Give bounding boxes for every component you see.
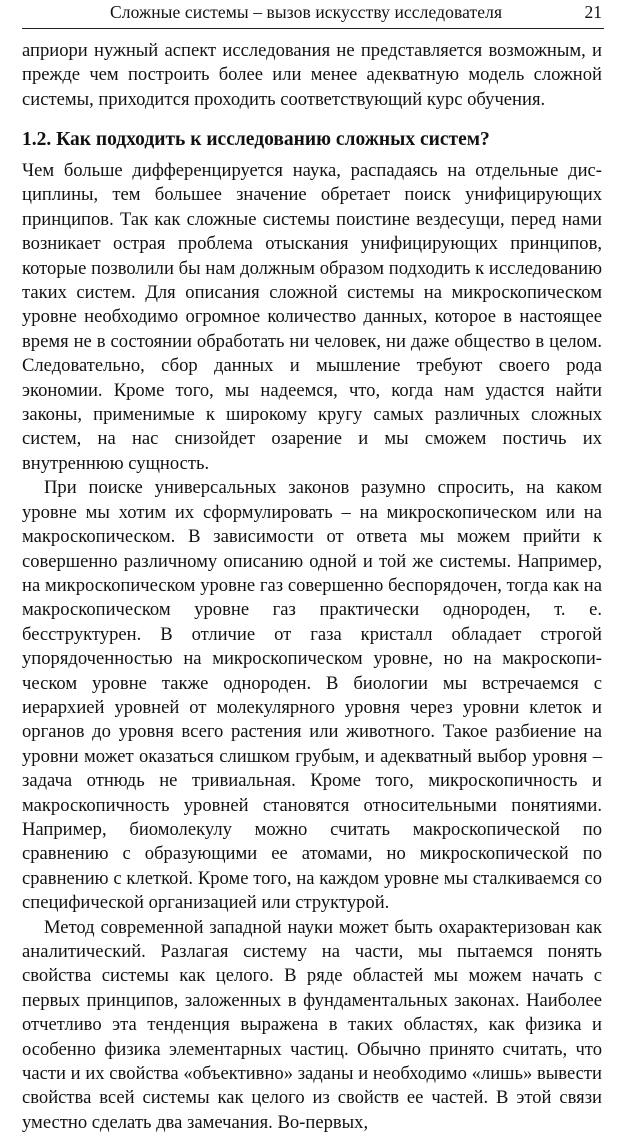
header-rule [22,28,604,29]
intro-paragraph: априори нужный аспект исследования не представляется возможным, и прежде чем построить более или менее адекватную модель сложной системы, приходится проходить соответствующий курс обучения. [22,40,602,110]
running-head [0,2,620,26]
section-title: Как подходить к исследованию сложных систем? [56,129,490,150]
section-heading [22,128,602,152]
section-number: 1.2. [22,129,52,150]
page-number: 21 [584,2,602,22]
paragraph-3: Метод современной западной науки может быть охарактеризован как аналитический. Разлагая систему на части, мы пытаемся понять свойства системы как целого. В ряде областей мы можем начать с первых принципов, заложенных в фундаментальных законах. Наиболее отчетливо эта тенденция выражена в таких областях, как физика и особенно физика элементарных частиц. Обычно принято считать, что части и их свойства «объективно» заданы и необходимо «лишь» вывести свойства всей системы как целого из свойств ее частей. В этой связи уместно сделать два замечания. Во-первых, [22,916,602,1133]
paragraph-2: При поиске универсальных законов разумно спросить, на каком уровне мы хотим их сформулировать – на микроскопическом или на макроскопическом. В зависимости от ответа мы можем прийти к совершенно различному описанию одной и той же системы. Например, на микроскопическом уровне газ совершенно беспорядочен, тогда как на макроскопическом уровне газ практически однороден, т. е. бесструктурен. В отличие от газа кристалл обладает строгой упорядоченностью на микроскопическом уровне, но на макроскопическом уровне также однороден. В биологии мы встречаемся с иерархией уровней от молекулярного уровня через уровни клеток и органов до уровня всего растения или животного. Такое разбиение на уровни может оказаться слишком грубым, и адекватный выбор уровня – задача отнюдь не тривиальная. Кроме того, микроскопичность и макроскопичность уровней становятся относительными понятиями. Например, биомолекулу можно считать макроскопической по сравнению с образующими ее атомами, но микроскопической по сравнению с клеткой. Кроме того, на каждом уровне мы сталкиваемся со специфической организацией или структурой. [22,477,602,914]
intro-text-block [22,39,602,112]
running-title: Сложные системы – вызов искусству исследователя [110,2,503,22]
paragraph-1: Чем больше дифференцируется наука, распадаясь на отдельные дисциплины, тем большее значение обретает поиск унифицирующих принципов. Так как сложные системы поистине вездесущи, перед нами возникает острая проблема отыскания унифицирующих принципов, которые позволили бы нам должным образом подходить к исследованию таких систем. Для описания сложной системы на микроскопическом уровне необходимо огромное количество данных, которое в настоящее время не в состоянии обработать ни человек, ни даже общество в целом. Следовательно, сбор данных и мышление требуют своего рода экономии. Кроме того, мы надеемся, что, когда нам удастся найти законы, применимые к широкому кругу самых различных сложных систем, на нас снизойдет озарение и мы сможем постичь их внутреннюю сущность. [22,160,602,474]
section-body [22,159,602,1135]
